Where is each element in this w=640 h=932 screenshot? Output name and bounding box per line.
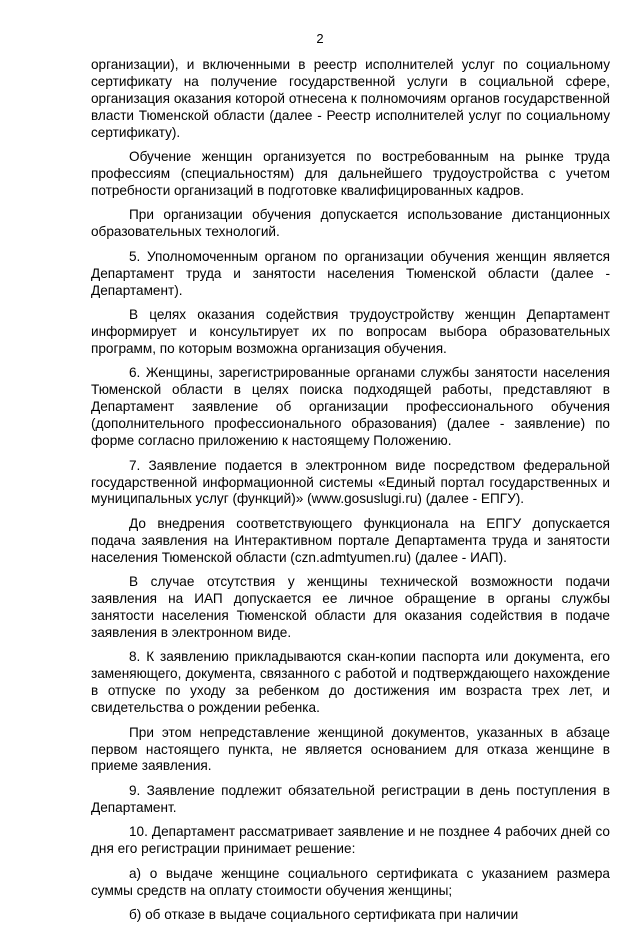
paragraph: При организации обучения допускается использование дистанционных образовательных технологий. xyxy=(91,207,610,240)
paragraph-item-5: 5. Уполномоченным органом по организации обучения женщин является Департамент труда и занятости населения Тюменской области (далее - Департамент). xyxy=(91,248,610,298)
paragraph-item-6: 6. Женщины, зарегистрированные органами службы занятости населения Тюменской области в целях поиска подходящей работы, представляют в Департамент заявление об организации профессионального обучения (дополнительного профессионального образования) (далее - заявление) по форме согласно приложению к настоящему Положению. xyxy=(91,365,610,449)
paragraph: В случае отсутствия у женщины технической возможности подачи заявления на ИАП допускается ее личное обращение в органы службы занятости населения Тюменской области для оказания содействия в подаче заявления в электронном виде. xyxy=(91,574,610,640)
subitem-b: б) об отказе в выдаче социального сертификата при наличии xyxy=(129,907,519,923)
subitem-a: а) о выдаче женщине социального сертификата с указанием размера суммы средств на оплату стоимости обучения женщины; xyxy=(91,865,610,898)
paragraph: Обучение женщин организуется по востребованным на рынке труда профессиям (специальностям) для дальнейшего трудоустройства с учетом потребности организаций в подготовке квалифицированных кадров. xyxy=(91,149,610,198)
page-number: 2 xyxy=(316,31,324,46)
paragraph: До внедрения соответствующего функционала на ЕПГУ допускается подача заявления на Интерактивном портале Департамента труда и занятости населения Тюменской области (czn.admtyumen.ru) (далее - ИАП). xyxy=(91,515,610,565)
paragraph: В целях оказания содействия трудоустройству женщин Департамент информирует и консультирует их по вопросам выбора образовательных программ, по которым возможна организация обучения. xyxy=(91,307,610,356)
paragraph-continuation: организации), и включенными в реестр исполнителей услуг по социальному сертификату на получение государственной услуги в социальной сфере, организация оказания которой отнесена к полномочиям органов государственной власти Тюменской области (далее - Реестр исполнителей услуг по социальному сертификату). xyxy=(91,57,610,140)
paragraph-item-8: 8. К заявлению прикладываются скан-копии паспорта или документа, его заменяющего, документа, связанного с работой и подтверждающего нахождение в отпуске по уходу за ребенком до достижения им возраста трех лет, и свидетельства о рождении ребенка. xyxy=(91,649,610,716)
paragraph-item-9: 9. Заявление подлежит обязательной регистрации в день поступления в Департамент. xyxy=(91,782,610,815)
paragraph: При этом непредставление женщиной документов, указанных в абзаце первом настоящего пункта, не является основанием для отказа женщине в приеме заявления. xyxy=(91,724,610,774)
document-body xyxy=(91,57,610,932)
paragraph-item-10: 10. Департамент рассматривает заявление и не позднее 4 рабочих дней со дня его регистрации принимает решение: xyxy=(91,824,610,857)
paragraph-item-7: 7. Заявление подается в электронном виде посредством федеральной государственной информационной системы «Единый портал государственных и муниципальных услуг (функций)» (www.gosuslugi.ru) (далее - ЕПГУ). xyxy=(91,457,610,507)
